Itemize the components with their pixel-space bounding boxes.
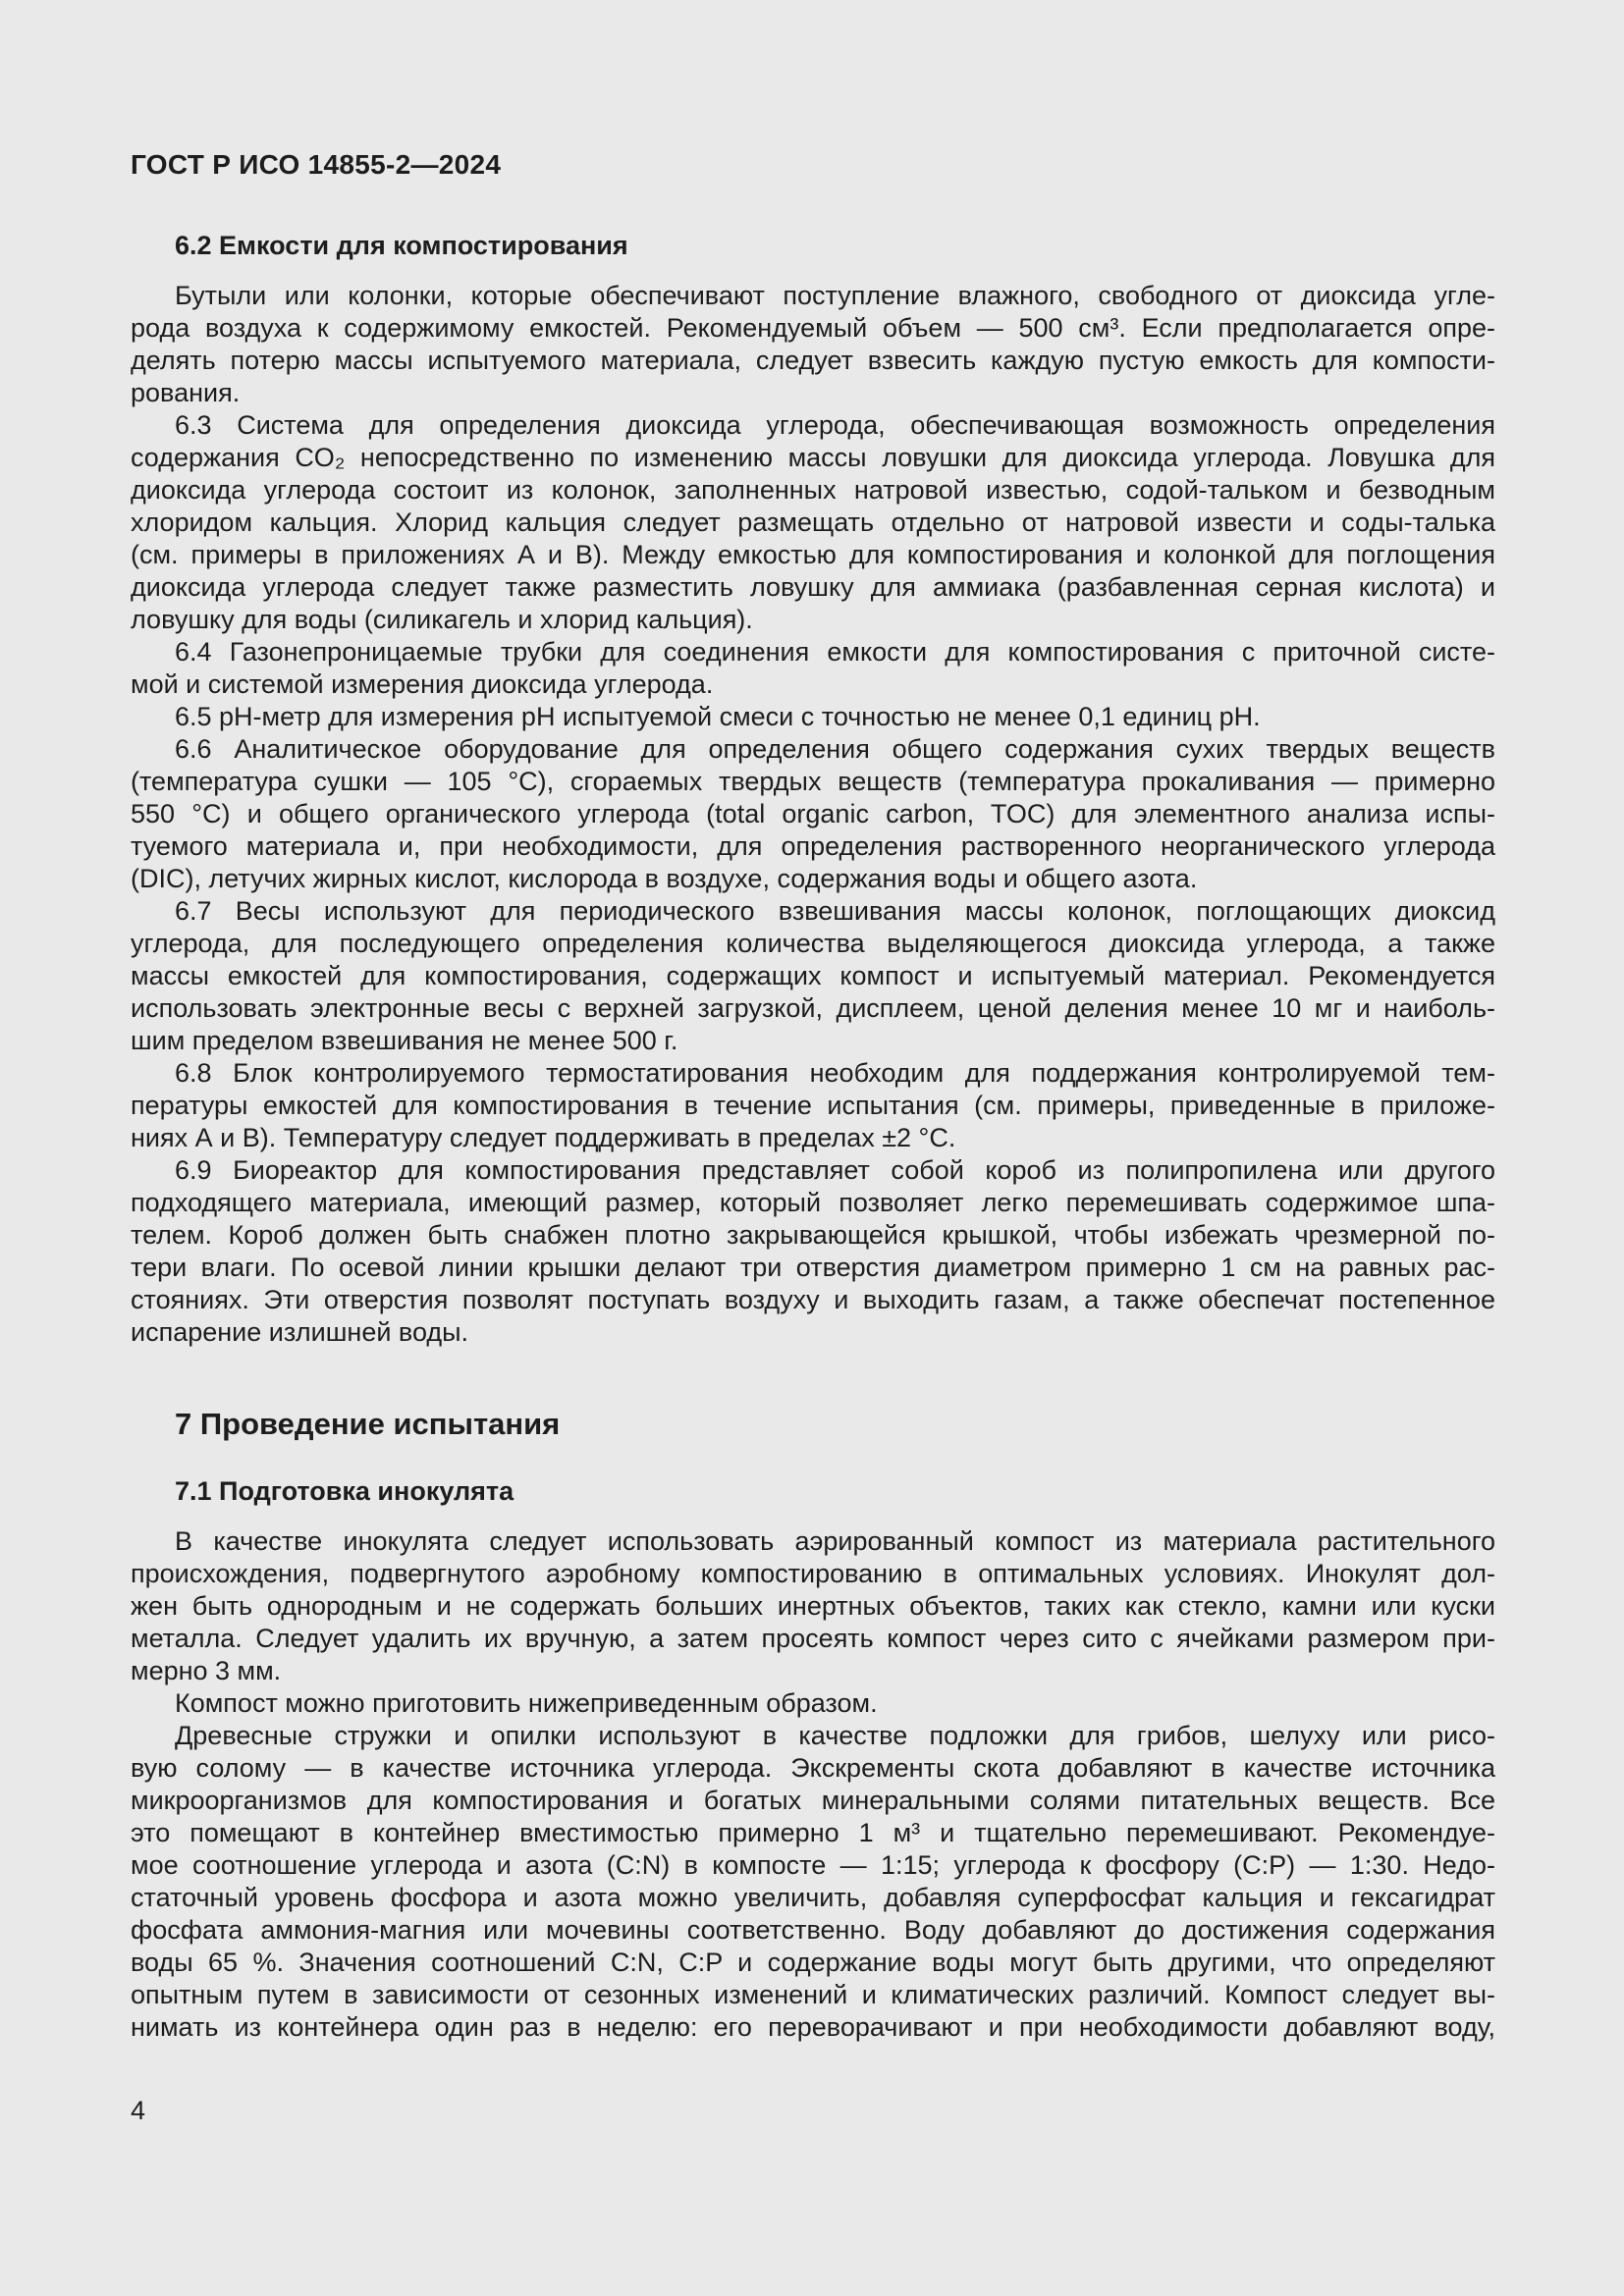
text-line: стояниях. Эти отверстия позволят поступать воздуху и выходить газам, а также обеспечат постепенное <box>131 1285 1495 1314</box>
text-line: телем. Короб должен быть снабжен плотно закрывающейся крышкой, чтобы избежать чрезмерной по- <box>131 1220 1495 1250</box>
para-6-3 <box>131 409 1495 636</box>
text-line: жен быть однородным и не содержать больших инертных объектов, таких как стекло, камни или куски <box>131 1591 1495 1621</box>
text-line: 6.5 pH-метр для измерения pH испытуемой смеси с точностью не менее 0,1 единиц pH. <box>175 702 1261 731</box>
text-line: испарение излишней воды. <box>131 1317 469 1347</box>
text-line: нимать из контейнера один раз в неделю: его переворачивают и при необходимости добавляют воду, <box>131 2012 1495 2042</box>
text-line: 550 °С) и общего органического углерода (total organic carbon, TOC) для элементного анализа испы- <box>131 799 1495 828</box>
text-line: В качестве инокулята следует использовать аэрированный компост из материала растительного <box>175 1526 1495 1556</box>
para-6-8 <box>131 1057 1495 1154</box>
para-7-1-b <box>131 1687 1495 1720</box>
text-line: металла. Следует удалить их вручную, а затем просеять компост через сито с ячейками размером при- <box>131 1624 1495 1653</box>
text-line: ловушку для воды (силикагель и хлорид кальция). <box>131 605 753 634</box>
text-line: статочный уровень фосфора и азота можно увеличить, добавляя суперфосфат кальция и гексагидрат <box>131 1883 1495 1912</box>
text-line: воды 65 %. Значения соотношений C:N, C:P и содержание воды могут быть другими, что определяют <box>131 1948 1495 1977</box>
text-line: хлоридом кальция. Хлорид кальция следует размещать отдельно от натровой извести и соды-талька <box>131 507 1495 537</box>
document-body <box>131 231 1495 2044</box>
text-line: (DIC), летучих жирных кислот, кислорода в воздухе, содержания воды и общего азота. <box>131 864 1198 893</box>
text-line: микроорганизмов для компостирования и богатых минеральными солями питательных веществ. Все <box>131 1786 1495 1815</box>
text-line: мерно 3 мм. <box>131 1656 282 1685</box>
para-6-7 <box>131 895 1495 1057</box>
text-line: содержания CO₂ непосредственно по изменению массы ловушки для диоксида углерода. Ловушка для <box>131 443 1495 472</box>
text-line: мой и системой измерения диоксида углерода. <box>131 669 714 699</box>
text-line: диоксида углерода следует также разместить ловушку для аммиака (разбавленная серная кислота) и <box>131 572 1495 602</box>
text-line: 6.6 Аналитическое оборудование для определения общего содержания сухих твердых веществ <box>175 734 1495 764</box>
text-line: пературы емкостей для компостирования в течение испытания (см. примеры, приведенные в приложе- <box>131 1091 1495 1120</box>
text-line: шим пределом взвешивания не менее 500 г. <box>131 1026 678 1055</box>
text-line: массы емкостей для компостирования, содержащих компост и испытуемый материал. Рекомендуется <box>131 961 1495 990</box>
text-line: мое соотношение углерода и азота (C:N) в компосте — 1:15; углерода к фосфору (C:P) — 1:30. Недо- <box>131 1850 1495 1880</box>
text-line: Компост можно приготовить нижеприведенным образом. <box>175 1688 878 1718</box>
heading-7: 7 Проведение испытания <box>175 1407 561 1441</box>
text-line: 6.8 Блок контролируемого термостатирования необходим для поддержания контролируемой тем- <box>175 1058 1495 1088</box>
text-line: углерода, для последующего определения количества выделяющегося диоксида углерода, а также <box>131 929 1495 958</box>
text-line: Древесные стружки и опилки используют в качестве подложки для грибов, шелуху или рисо- <box>175 1721 1495 1750</box>
text-line: использовать электронные весы с верхней загрузкой, дисплеем, ценой деления менее 10 мг и наиболь- <box>131 993 1495 1023</box>
text-line: диоксида углерода состоит из колонок, заполненных натровой известью, содой-тальком и безводным <box>131 475 1495 505</box>
text-line: тери влаги. По осевой линии крышки делают три отверстия диаметром примерно 1 см на равных рас- <box>131 1253 1495 1282</box>
text-line: 6.9 Биореактор для компостирования представляет собой короб из полипропилена или другого <box>175 1155 1495 1185</box>
text-line: 6.3 Система для определения диоксида углерода, обеспечивающая возможность определения <box>175 410 1495 440</box>
text-line: это помещают в контейнер вместимостью примерно 1 м³ и тщательно перемешивают. Рекомендуе- <box>131 1818 1495 1847</box>
para-6-4 <box>131 636 1495 701</box>
text-line: подходящего материала, имеющий размер, который позволяет легко перемешивать содержимое шпа- <box>131 1188 1495 1217</box>
text-line: вую солому — в качестве источника углерода. Экскременты скота добавляют в качестве источника <box>131 1753 1495 1783</box>
para-6-9 <box>131 1154 1495 1349</box>
text-line: фосфата аммония-магния или мочевины соответственно. Воду добавляют до достижения содержания <box>131 1915 1495 1945</box>
running-header: ГОСТ Р ИСО 14855-2—2024 <box>131 149 502 180</box>
text-line: делять потерю массы испытуемого материала, следует взвесить каждую пустую емкость для компости- <box>131 346 1495 375</box>
text-line: (температура сушки — 105 °С), сгораемых твердых веществ (температура прокаливания — примерно <box>131 767 1495 796</box>
text-line: туемого материала и, при необходимости, для определения растворенного неорганического углерода <box>131 831 1495 861</box>
para-6-6 <box>131 733 1495 895</box>
para-6-2 <box>131 280 1495 409</box>
para-7-1-c <box>131 1720 1495 2044</box>
text-line: рода воздуха к содержимому емкостей. Рекомендуемый объем — 500 см³. Если предполагается опре- <box>131 313 1495 343</box>
text-line: опытным путем в зависимости от сезонных изменений и климатических различий. Компост следует вы- <box>131 1980 1495 2009</box>
text-line: рования. <box>131 378 241 407</box>
text-line: (см. примеры в приложениях А и В). Между емкостью для компостирования и колонкой для поглощения <box>131 540 1495 569</box>
heading-6-2: 6.2 Емкости для компостирования <box>175 231 628 260</box>
text-line: 6.7 Весы используют для периодического взвешивания массы колонок, поглощающих диоксид <box>175 896 1495 926</box>
text-line: происхождения, подвергнутого аэробному компостированию в оптимальных условиях. Инокулят дол- <box>131 1559 1495 1588</box>
text-line: ниях А и В). Температуру следует поддерживать в пределах ±2 °С. <box>131 1123 956 1152</box>
page-number: 4 <box>131 2096 146 2125</box>
para-6-5 <box>131 701 1495 733</box>
text-line: 6.4 Газонепроницаемые трубки для соединения емкости для компостирования с приточной систе- <box>175 637 1495 667</box>
text-line: Бутыли или колонки, которые обеспечивают поступление влажного, свободного от диоксида угле- <box>175 281 1495 310</box>
para-7-1-a <box>131 1525 1495 1687</box>
heading-7-1: 7.1 Подготовка инокулята <box>175 1476 514 1506</box>
